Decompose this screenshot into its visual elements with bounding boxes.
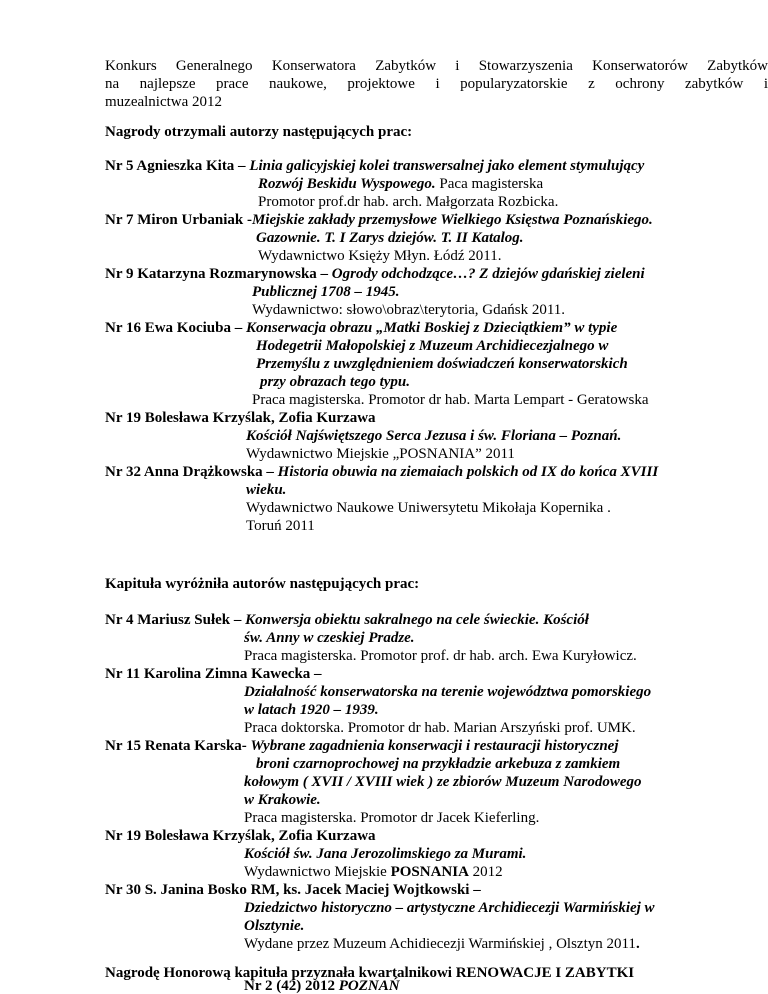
distinction-2-title-2: w latach 1920 – 1939.: [244, 702, 379, 718]
distinction-5-author: Nr 30 S. Janina Bosko RM, ks. Jacek Maciej Wojtkowski –: [105, 882, 481, 898]
award-4-author: Nr 16 Ewa Kociuba –: [105, 320, 246, 336]
distinction-4-publisher-name: Wydawnictwo Miejskie: [244, 864, 391, 880]
award-5-author: Nr 19 Bolesława Krzyślak, Zofia Kurzawa: [105, 410, 376, 426]
award-1-type: Paca magisterska: [435, 176, 544, 192]
intro-line-2: na najlepsze prace naukowe, projektowe i popularyzatorskie z ochrony zabytków i: [105, 76, 768, 92]
honorary-line-1: Nagrodę Honorową kapituła przyznała kwartalnikowi RENOWACJE I ZABYTKI: [105, 965, 635, 981]
distinction-4-publisher: [244, 864, 503, 881]
distinction-3-title-3: kołowym ( XVII / XVIII wiek ) ze zbiorów Muzeum Narodowego: [244, 774, 642, 790]
award-4-title-1: Konserwacja obrazu „Matki Boskiej z Dzieciątkiem” w typie: [245, 320, 618, 336]
award-1-title-1: Linia galicyjskiej kolei transwersalnej jako element stymulujący: [249, 158, 645, 174]
distinction-5-publisher: [244, 936, 640, 953]
award-6-author: Nr 32 Anna Drążkowska –: [105, 464, 278, 480]
distinction-3-promoter: Praca magisterska. Promotor dr Jacek Kieferling.: [244, 810, 540, 826]
award-2-author: Nr 7 Miron Urbaniak -: [105, 212, 252, 228]
distinction-5-publisher-period: .: [635, 936, 640, 952]
award-3-publisher: Wydawnictwo: słowo\obraz\terytoria, Gdańsk 2011.: [252, 302, 566, 318]
award-entry-6: [105, 464, 658, 481]
award-3-title-1: Ogrody odchodzące…? Z dziejów gdańskiej zieleni: [331, 266, 645, 282]
award-6-publisher: Wydawnictwo Naukowe Uniwersytetu Mikołaja Kopernika .: [246, 500, 611, 516]
award-6-title-2: wieku.: [246, 482, 287, 498]
award-2-publisher: Wydawnictwo Księży Młyn. Łódź 2011.: [258, 248, 502, 264]
distinction-entry-1: [105, 612, 589, 629]
award-entry-4: [105, 320, 617, 337]
award-entry-3: [105, 266, 645, 283]
award-5-publisher: Wydawnictwo Miejskie „POSNANIA” 2011: [246, 446, 515, 462]
distinction-1-promoter: Praca magisterska. Promotor prof. dr hab. arch. Ewa Kuryłowicz.: [244, 648, 637, 664]
award-1-promoter: Promotor prof.dr hab. arch. Małgorzata Rozbicka.: [258, 194, 559, 210]
distinction-2-author: Nr 11 Karolina Zimna Kawecka –: [105, 666, 322, 682]
award-4-promoter: Praca magisterska. Promotor dr hab. Marta Lempart - Geratowska: [252, 392, 649, 408]
award-4-title-4: przy obrazach tego typu.: [260, 374, 410, 390]
distinction-1-title-2: św. Anny w czeskiej Pradze.: [244, 630, 415, 646]
distinction-3-title-4: w Krakowie.: [244, 792, 321, 808]
distinction-1-title-1: Konwersja obiektu sakralnego na cele świeckie. Kościół: [245, 612, 589, 628]
award-1-author: Nr 5 Agnieszka Kita –: [105, 158, 250, 174]
intro-line-1: Konkurs Generalnego Konserwatora Zabytków i Stowarzyszenia Konserwatorów Zabytków: [105, 58, 768, 74]
distinction-5-publisher-text: Wydane przez Muzeum Achidiecezji Warmińskiej , Olsztyn 2011: [244, 936, 636, 952]
distinction-3-title-1: Wybrane zagadnienia konserwacji i restauracji historycznej: [250, 738, 619, 754]
award-5-title-1: Kościół Najświętszego Serca Jezusa i św. Floriana – Poznań.: [246, 428, 622, 444]
honorary-line-2: [244, 979, 400, 994]
distinction-3-author: Nr 15 Renata Karska-: [105, 738, 251, 754]
awards-heading: Nagrody otrzymali autorzy następujących prac:: [105, 124, 413, 140]
award-2-title-1: Miejskie zakłady przemysłowe Wielkiego Księstwa Poznańskiego.: [251, 212, 653, 228]
distinctions-heading: Kapituła wyróżniła autorów następujących prac:: [105, 576, 420, 592]
award-3-title-2: Publicznej 1708 – 1945.: [252, 284, 400, 300]
honorary-issue: Nr 2 (42) 2012: [244, 978, 339, 994]
distinction-entry-3: [105, 738, 619, 755]
distinction-4-publisher-brand: POSNANIA: [390, 864, 469, 880]
award-1-title-2: Rozwój Beskidu Wyspowego.: [258, 176, 436, 192]
distinction-2-title-1: Działalność konserwatorska na terenie województwa pomorskiego: [244, 684, 652, 700]
distinction-5-title-1: Dziedzictwo historyczno – artystyczne Archidiecezji Warmińskiej w: [244, 900, 655, 916]
award-4-title-2: Hodegetrii Małopolskiej z Muzeum Archidiecezjalnego w: [256, 338, 609, 354]
distinction-2-promoter: Praca doktorska. Promotor dr hab. Marian Arszyński prof. UMK.: [244, 720, 636, 736]
award-1-line-2: [258, 176, 543, 193]
distinction-1-author: Nr 4 Mariusz Sułek –: [105, 612, 246, 628]
distinction-4-author: Nr 19 Bolesława Krzyślak, Zofia Kurzawa: [105, 828, 376, 844]
distinction-4-publisher-year: 2012: [468, 864, 503, 880]
distinction-5-title-2: Olsztynie.: [244, 918, 305, 934]
honorary-city: POZNAŃ: [338, 978, 400, 994]
intro-line-3: muzealnictwa 2012: [105, 94, 223, 110]
distinction-4-title-1: Kościół św. Jana Jerozolimskiego za Murami.: [244, 846, 527, 862]
award-4-title-3: Przemyślu z uwzględnieniem doświadczeń konserwatorskich: [256, 356, 628, 372]
award-6-place-year: Toruń 2011: [246, 518, 315, 534]
award-6-title-1: Historia obuwia na ziemaiach polskich od IX do końca XVIII: [277, 464, 659, 480]
award-2-title-2: Gazownie. T. I Zarys dziejów. T. II Katalog.: [256, 230, 524, 246]
distinction-3-title-2: broni czarnoprochowej na przykładzie arkebuza z zamkiem: [256, 756, 621, 772]
award-entry-2: [105, 212, 653, 229]
award-entry-1: [105, 158, 644, 175]
award-3-author: Nr 9 Katarzyna Rozmarynowska –: [105, 266, 332, 282]
